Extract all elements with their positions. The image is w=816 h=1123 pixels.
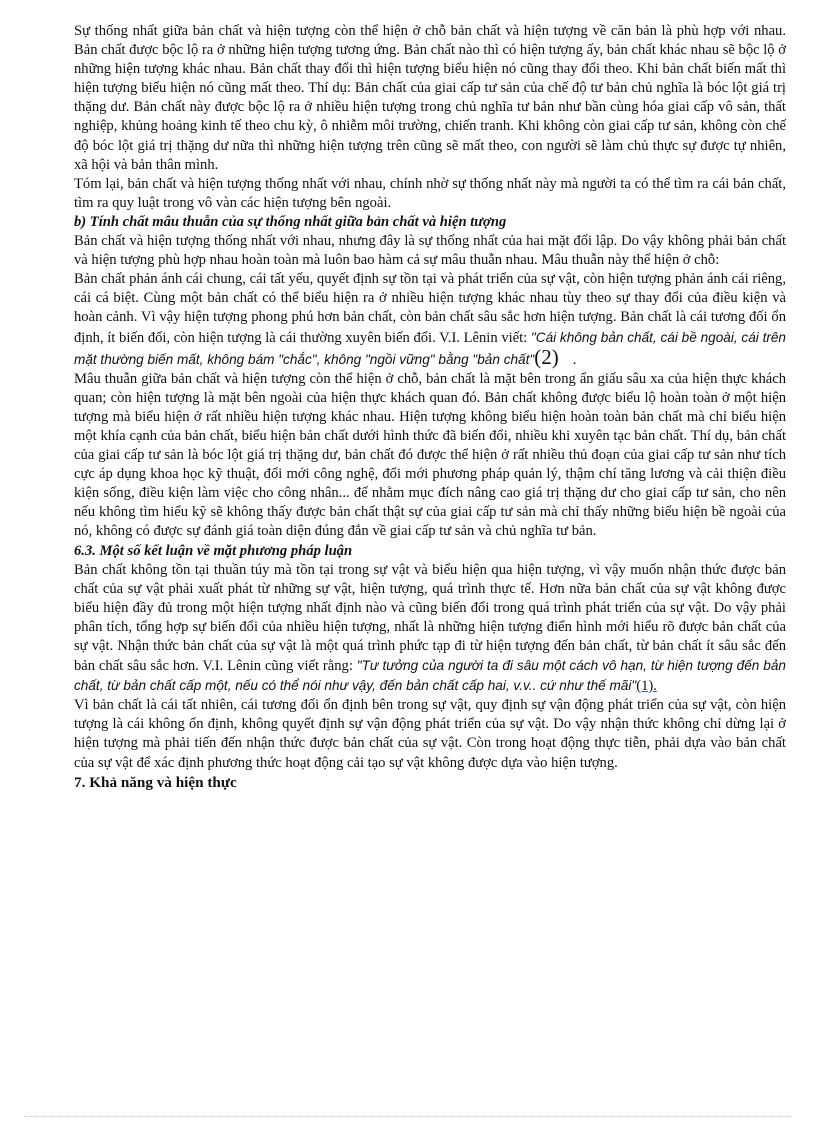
paragraph-essence-reflects-general bbox=[74, 270, 786, 369]
paragraph-unity-correspondence: Sự thống nhất giữa bản chất và hiện tượng còn thể hiện ở chỗ bản chất và hiện tượng về căn bản là phù hợp với nhau. Bản chất được bộc lộ ra ở những hiện tượng tương ứng. Bản chất nào thì có hiện tượng ấy, bản chất khác nhau sẽ bộc lộ ở những hiện tượng khác nhau. Bản chất thay đổi thì hiện tượng biểu hiện nó cũng thay đổi theo. Khi bản chất biến mất thì hiện tượng biểu hiện nó cũng mất theo. Thí dụ: Bản chất của giai cấp tư sản của chế độ tư bản chủ nghĩa là bóc lột giá trị thặng dư. Bản chất này được bộc lộ ra ở nhiều hiện tượng trong chủ nghĩa tư bản như bần cùng hóa giai cấp vô sản, thất nghiệp, khủng hoảng kinh tế theo chu kỳ, ô nhiễm môi trường, chiến tranh. Khi không còn giai cấp tư sản, không còn chế độ bóc lột giá trị thặng dư nữa thì những hiện tượng trên cũng sẽ mất theo, con người sẽ làm chủ thực sự được tự nhiên, xã hội và bản thân mình. bbox=[74, 23, 786, 173]
page-border bbox=[24, 1116, 792, 1117]
paragraph-contradiction-inner-outer: Mâu thuẫn giữa bản chất và hiện tượng còn thể hiện ở chỗ, bản chất là mặt bên trong ẩn giấu sâu xa của hiện thực khách quan; còn hiện tượng là mặt bên ngoài của hiện thực khách quan đó. Bản chất không được biểu lộ hoàn toàn ở một hiện tượng mà biểu hiện ở rất nhiều hiện tượng khác nhau. Hiện tượng không biểu hiện hoàn toàn bản chất mà chỉ biểu hiện một khía cạnh của bản chất, biểu hiện bản chất dưới hình thức đã biến đổi, nhiều khi xuyên tạc bản chất. Thí dụ, bản chất của giai cấp tư sản là bóc lột giá trị thặng dư, bản chất đó được thể hiện ở rất nhiều thủ đoạn của giai cấp tư sản như tích cực áp dụng khoa học kỹ thuật, đổi mới công nghệ, đổi mới phương pháp quản lý, thậm chí tăng lương và cải thiện điều kiện sống, điều kiện làm việc cho công nhân... để nhằm mục đích nâng cao giá trị thặng dư cho giai cấp tư sản, cho nên nếu không tìm hiểu kỹ sẽ không thấy được bản chất thật sự của giai cấp tư sản mà chỉ thấy những biểu hiện bề ngoài của nó, không có được sự đánh giá toàn diện đúng đắn về giai cấp tư sản và chủ nghĩa tư bản. bbox=[74, 370, 786, 540]
heading-section-b: b) Tính chất mâu thuẫn của sự thống nhất giữa bản chất và hiện tượng bbox=[74, 213, 507, 230]
paragraph-text: Bản chất không tồn tại thuần túy mà tồn tại trong sự vật và biểu hiện qua hiện tượng, vì vậy muốn nhận thức được bản chất của sự vật phải xuất phát từ những sự vật, hiện tượng, quá trình thực tế. Hơn nữa bản chất của sự vật không được biểu hiện đầy đủ trong một hiện tượng nhất định nào và cũng biến đổi trong quá trình phát triển của sự vật. Do vậy phải phân tích, tổng hợp sự biến đổi của nhiều hiện tượng, nhất là những hiện tượng điển hình mới hiểu rõ được bản chất của sự vật. Nhận thức bản chất của sự vật là một quá trình phức tạp đi từ hiện tượng đến bản chất, từ bản chất ít sâu sắc đến bản chất sâu sắc hơn. V.I. Lênin cũng viết rằng: bbox=[74, 561, 786, 675]
paragraph-contradiction-intro: Bản chất và hiện tượng thống nhất với nhau, nhưng đây là sự thống nhất của hai mặt đối lập. Do vậy không phải bản chất và hiện tượng phù hợp nhau hoàn toàn mà luôn bao hàm cả sự mâu thuẫn nhau. Mâu thuẫn này thể hiện ở chỗ: bbox=[74, 233, 786, 269]
paragraph-tail: . bbox=[572, 351, 577, 368]
lenin-quote: "Tư tưởng của người ta đi sâu một cách vô hạn, từ hiện tượng đến bản chất, từ bản chất cấp một, nếu có thể nói như vậy, đến bản chất cấp hai, v.v.. cứ như thế mãi" bbox=[74, 658, 786, 694]
heading-section-6-3: 6.3. Một số kết luận về mặt phương pháp luận bbox=[74, 542, 353, 559]
document-page bbox=[74, 22, 786, 792]
paragraph-practice: Vì bản chất là cái tất nhiên, cái tương đối ổn định bên trong sự vật, quy định sự vận động phát triển của sự vật, còn hiện tượng là cái không ổn định, không quyết định sự vận động phát triển của sự vật. Do vậy nhận thức không chỉ dừng lại ở hiện tượng mà phải tiến đến nhận thức được bản chất của sự vật. Còn trong hoạt động thực tiễn, phải dựa vào bản chất của sự vật để xác định phương thức hoạt động cải tạo sự vật không được dựa vào hiện tượng. bbox=[74, 697, 786, 771]
paragraph-summary: Tóm lại, bản chất và hiện tượng thống nhất với nhau, chính nhờ sự thống nhất này mà người ta có thể tìm ra cái bản chất, tìm ra quy luật trong vô vàn các hiện tượng bên ngoài. bbox=[74, 175, 786, 211]
paragraph-methodology bbox=[74, 561, 786, 697]
footnote-ref[interactable]: (1). bbox=[636, 678, 657, 695]
paragraph-text: Bản chất phản ánh cái chung, cái tất yếu, quyết định sự tồn tại và phát triển của sự vật, còn hiện tượng phản ánh cái riêng, cái cá biệt. Cùng một bản chất có thể biểu hiện ra ở nhiều hiện tượng khác nhau tùy theo sự thay đổi của điều kiện và hoàn cảnh. Vì vậy hiện tượng phong phú hơn bản chất, còn bản chất sâu sắc hơn hiện tượng. Bản chất là cái tương đối ổn định, ít biến đổi, còn hiện tượng là cái thường xuyên biến đổi. V.I. Lênin viết: bbox=[74, 271, 786, 346]
lenin-quote: "Cái không bản chất, cái bề ngoài, cái trên mặt thường biến mất, không bám "chắc", không "ngồi vững" bằng "bản chất" bbox=[74, 329, 786, 367]
footnote-ref[interactable]: (2) bbox=[534, 344, 559, 369]
heading-section-7: 7. Khả năng và hiện thực bbox=[74, 773, 237, 791]
